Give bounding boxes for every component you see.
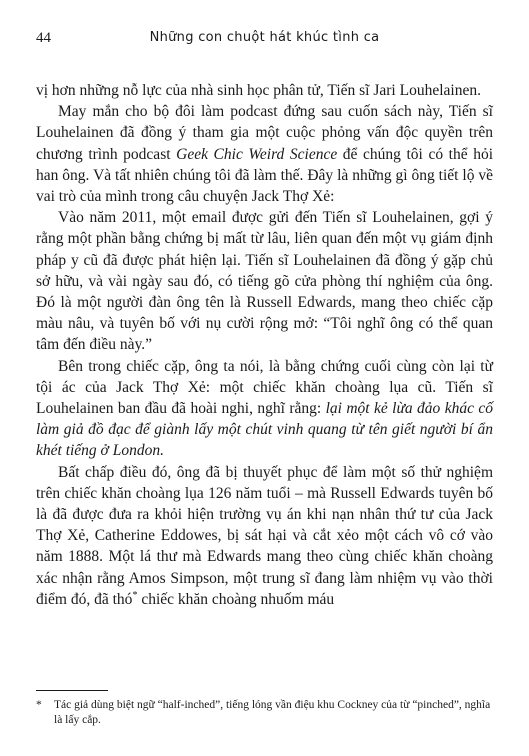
paragraph-2 [36,101,493,207]
footnote-marker: * [36,699,42,711]
footnote-text: Tác giả dùng biệt ngữ “half-inched”, tiếng lóng vần điệu khu Cockney của từ “pinched”, nghĩa là lấy cắp. [54,699,491,726]
footnote [36,698,493,728]
paragraph-5-text-b: chiếc khăn choàng nhuốm máu [137,590,335,608]
paragraph-1: vị hơn những nỗ lực của nhà sinh học phân tử, Tiến sĩ Jari Louhelainen. [36,82,481,99]
paragraph-4 [36,356,493,462]
paragraph-5-text-a: Bất chấp điều đó, ông đã bị thuyết phục để làm một số thử nghiệm trên chiếc khăn choàng lụa 126 năm tuổi – mà Russell Edwards tuyên bố là đã được đưa ra khỏi hiện trường vụ án khi nạn nhân thứ tư của Jack Thợ Xẻ, Catherine Eddowes, bị sát hại và cắt xẻo một cách vô cớ vào năm 1888. Một lá thư mà Edwards mang theo cùng chiếc khăn choàng xác nhận rằng Amos Simpson, một trung sĩ đang làm nhiệm vụ vào thời điểm đó, đã thó [36,463,493,608]
footnote-divider [36,690,108,691]
paragraph-4-italic: lại một kẻ lừa đảo khác cố làm giả đồ đạc để giành lấy một chút vinh quang từ tên giết người bí ẩn khét tiếng ở London. [36,400,493,460]
podcast-title: Geek Chic Weird Science [176,145,338,163]
running-title: Những con chuột hát khúc tình ca [149,30,380,45]
footnote-reference: * [132,589,138,601]
paragraph-3: Vào năm 2011, một email được gửi đến Tiến sĩ Louhelainen, gợi ý rằng một phần bằng chứng bị mất từ lâu, liên quan đến một vụ giám định pháp y cũ đã được phát hiện lại. Tiến sĩ Louhelainen đã đồng ý gặp chủ sở hữu, và vài ngày sau đó, có tiếng gõ cửa phòng thí nghiệm của ông. Đó là một người đàn ông tên là Russell Edwards, mang theo chiếc cặp màu nâu, và tuyên bố với nụ cười rộng mở: “Tôi nghĩ ông có thể quan tâm đến điều này.” [36,209,493,354]
page-number: 44 [36,30,51,46]
page-header [36,30,493,52]
paragraph-5 [36,462,493,610]
paragraph-4-text: Bên trong chiếc cặp, ông ta nói, là bằng chứng cuối cùng còn lại từ tội ác của Jack Thợ Xẻ: một chiếc khăn choàng lụa cũ. Tiến sĩ Louhelainen ban đầu đã hoài nghi, nghĩ rằng: [36,357,493,418]
paragraph-2-text-a: May mắn cho bộ đôi làm podcast đứng sau cuốn sách này, Tiến sĩ Louhelainen đã đồng ý tham gia một cuộc phỏng vấn độc quyền trên chương trình podcast [36,103,493,163]
body-text [36,80,493,610]
paragraph-2-text-b: để chúng tôi có thể hỏi han ông. Và tất nhiên chúng tôi đã làm thế. Đây là những gì ông tiết lộ về vai trò của mình trong câu chuyện Jack Thợ Xẻ: [36,145,493,206]
